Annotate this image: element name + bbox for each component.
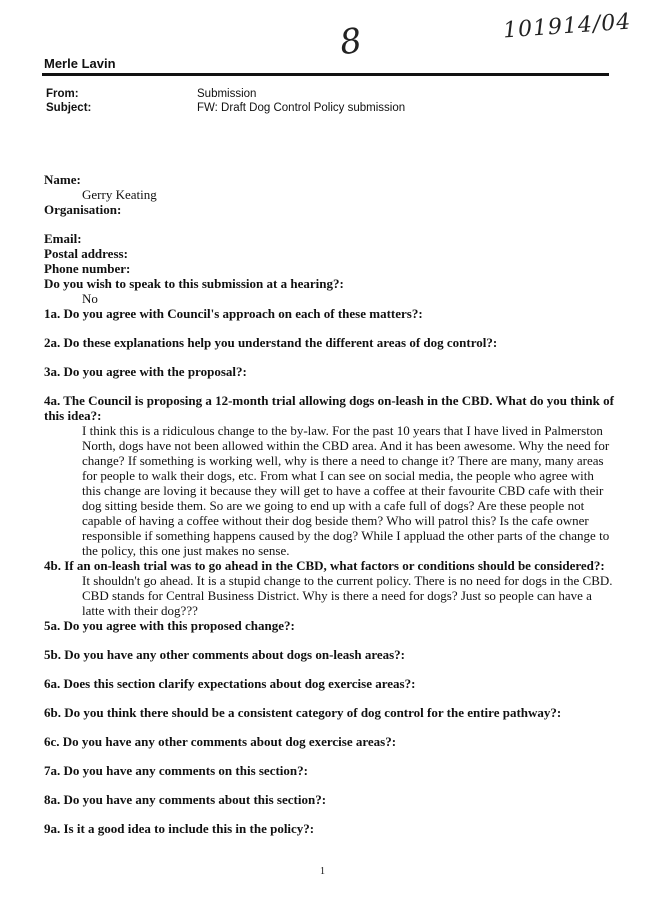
from-label: From:	[46, 88, 79, 100]
name-value: Gerry Keating	[82, 187, 157, 202]
organisation-label: Organisation:	[44, 202, 122, 217]
question-5b: 5b. Do you have any other comments about dogs on-leash areas?:	[44, 647, 406, 662]
question-7a: 7a. Do you have any comments on this section?:	[44, 763, 308, 778]
question-4a: 4a. The Council is proposing a 12-month trial allowing dogs on-leash in the CBD. What do you think of this idea?:	[44, 393, 614, 423]
question-2a: 2a. Do these explanations help you understand the different areas of dog control?:	[44, 335, 498, 350]
header-rule	[42, 73, 609, 76]
question-6b: 6b. Do you think there should be a consistent category of dog control for the entire pathway?:	[44, 705, 562, 720]
answer-4a: I think this is a ridiculous change to the by-law. For the past 10 years that I have lived in Palmerston North, dogs have not been allowed within the CBD area. And it has been awesome. Why the need for change? If something is working well, why is there a need to change it? There are many, many areas for people to walk their dogs, etc. From what I can see on social media, the people who agree with this change are loving it because they will get to have a coffee at their favourite CBD cafe with their dog sitting beside them. So are we going to end up with a cafe full of dogs? Are these people not capable of having a coffee without their dog beside them? Who will patrol this? Is the cafe owner responsible if something happens caused by the dog? While I appluad the other parts of the change to the policy, this one just makes no sense.	[82, 423, 610, 558]
from-value: Submission	[197, 88, 257, 100]
name-label: Name:	[44, 172, 81, 187]
email-label: Email:	[44, 231, 82, 246]
subject-value: FW: Draft Dog Control Policy submission	[197, 102, 406, 114]
question-8a: 8a. Do you have any comments about this section?:	[44, 792, 327, 807]
question-6a: 6a. Does this section clarify expectations about dog exercise areas?:	[44, 676, 416, 691]
hearing-answer: No	[82, 291, 98, 306]
question-4b: 4b. If an on-leash trial was to go ahead in the CBD, what factors or conditions should be considered?:	[44, 558, 605, 573]
postal-address-label: Postal address:	[44, 246, 128, 261]
phone-number-label: Phone number:	[44, 261, 131, 276]
subject-label: Subject:	[46, 102, 92, 114]
question-3a: 3a. Do you agree with the proposal?:	[44, 364, 247, 379]
answer-4b: It shouldn't go ahead. It is a stupid change to the current policy. There is no need for dogs in the CBD. CBD stands for Central Business District. Why is there a need for dogs? Just so people can have a latte with their dog???	[82, 573, 613, 618]
handwritten-reference: 101914/04	[502, 9, 633, 44]
page-number: 1	[320, 866, 325, 877]
submission-body	[44, 172, 614, 836]
question-9a: 9a. Is it a good idea to include this in the policy?:	[44, 821, 315, 836]
question-5a: 5a. Do you agree with this proposed change?:	[44, 618, 295, 633]
question-6c: 6c. Do you have any other comments about dog exercise areas?:	[44, 734, 397, 749]
handwritten-number: 8	[337, 20, 365, 64]
mailbox-owner: Merle Lavin	[44, 56, 116, 71]
question-1a: 1a. Do you agree with Council's approach on each of these matters?:	[44, 306, 423, 321]
hearing-question: Do you wish to speak to this submission at a hearing?:	[44, 276, 344, 291]
